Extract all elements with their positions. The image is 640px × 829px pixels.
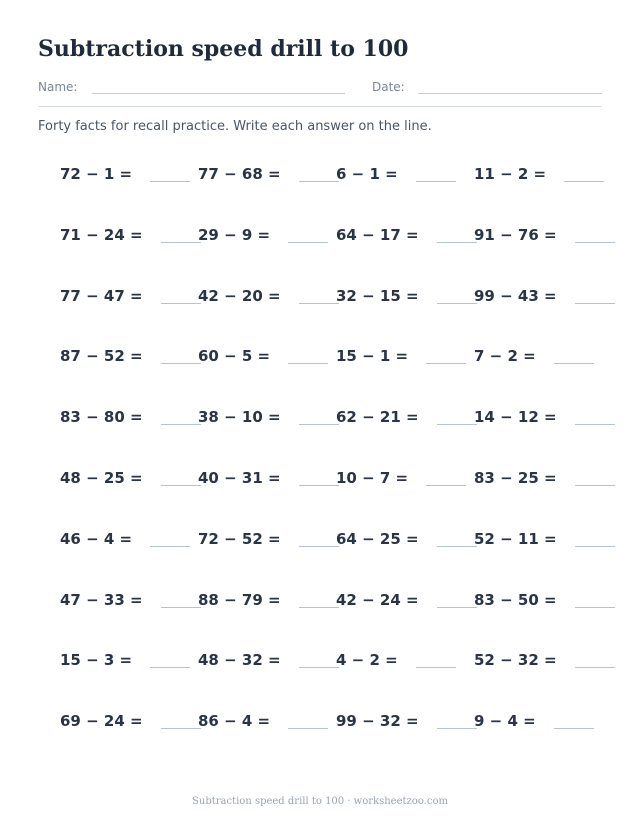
answer-line[interactable] — [437, 424, 477, 425]
problem-expression: 72 − 1 = — [60, 165, 133, 183]
answer-line[interactable] — [437, 303, 477, 304]
problem-expression: 42 − 20 = — [198, 286, 281, 305]
problem-expression: 52 − 32 = — [474, 651, 557, 670]
problem-expression: 46 − 4 = — [60, 529, 133, 548]
problem-expression: 71 − 24 = — [60, 225, 143, 244]
answer-line[interactable] — [554, 363, 594, 364]
problem-expression: 69 − 24 = — [60, 712, 143, 731]
problem-expression: 10 − 7 = — [336, 469, 409, 487]
answer-line[interactable] — [575, 303, 615, 304]
problem-expression: 77 − 47 = — [60, 286, 143, 305]
problem-expression: 4 − 2 = — [336, 651, 398, 670]
problem-expression: 14 − 12 = — [474, 408, 557, 427]
problem-expression: 9 − 4 = — [474, 712, 536, 731]
answer-line[interactable] — [416, 181, 456, 182]
problem-expression: 47 − 33 = — [60, 590, 143, 609]
answer-line[interactable] — [288, 728, 328, 729]
answer-line[interactable] — [437, 546, 477, 547]
answer-line[interactable] — [299, 303, 339, 304]
problem-expression: 48 − 25 = — [60, 469, 143, 487]
answer-line[interactable] — [161, 363, 201, 364]
answer-line[interactable] — [437, 607, 477, 608]
answer-line[interactable] — [575, 242, 615, 243]
problem-expression: 38 − 10 = — [198, 408, 281, 427]
problem-expression: 62 − 21 = — [336, 408, 419, 427]
answer-line[interactable] — [288, 363, 328, 364]
answer-line[interactable] — [416, 667, 456, 668]
answer-line[interactable] — [575, 607, 615, 608]
problem-expression: 15 − 1 = — [336, 347, 409, 366]
problem-expression: 7 − 2 = — [474, 347, 536, 366]
answer-line[interactable] — [437, 728, 477, 729]
problem-expression: 32 − 15 = — [336, 286, 419, 305]
answer-line[interactable] — [554, 728, 594, 729]
answer-line[interactable] — [575, 546, 615, 547]
problem-expression: 83 − 25 = — [474, 469, 557, 487]
answer-line[interactable] — [161, 303, 201, 304]
answer-line[interactable] — [426, 485, 466, 486]
answer-line[interactable] — [161, 424, 201, 425]
problem-expression: 40 − 31 = — [198, 469, 281, 487]
answer-line[interactable] — [575, 485, 615, 486]
problem-expression: 72 − 52 = — [198, 529, 281, 548]
answer-line[interactable] — [288, 242, 328, 243]
answer-line[interactable] — [299, 667, 339, 668]
problem-expression: 11 − 2 = — [474, 165, 547, 183]
answer-line[interactable] — [299, 485, 339, 486]
problem-expression: 42 − 24 = — [336, 590, 419, 609]
problem-expression: 87 − 52 = — [60, 347, 143, 366]
problem-expression: 83 − 50 = — [474, 590, 557, 609]
answer-line[interactable] — [299, 607, 339, 608]
problem-expression: 48 − 32 = — [198, 651, 281, 670]
answer-line[interactable] — [426, 363, 466, 364]
answer-line[interactable] — [161, 607, 201, 608]
problem-expression: 6 − 1 = — [336, 165, 398, 183]
problem-expression: 64 − 17 = — [336, 225, 419, 244]
problem-expression: 99 − 32 = — [336, 712, 419, 731]
answer-line[interactable] — [161, 242, 201, 243]
problem-expression: 91 − 76 = — [474, 225, 557, 244]
answer-line[interactable] — [150, 546, 190, 547]
answer-line[interactable] — [564, 181, 604, 182]
page-title: Subtraction speed drill to 100 — [38, 36, 409, 62]
problem-expression: 88 − 79 = — [198, 590, 281, 609]
answer-line[interactable] — [575, 667, 615, 668]
problem-expression: 52 − 11 = — [474, 529, 557, 548]
problem-expression: 99 − 43 = — [474, 286, 557, 305]
footer: Subtraction speed drill to 100 · worksheetzoo.com — [192, 796, 448, 807]
problem-expression: 77 − 68 = — [198, 165, 281, 183]
answer-line[interactable] — [299, 546, 339, 547]
answer-line[interactable] — [299, 424, 339, 425]
answer-line[interactable] — [299, 181, 339, 182]
instructions: Forty facts for recall practice. Write each answer on the line. — [38, 119, 432, 134]
name-label: Name: — [38, 80, 78, 94]
problem-expression: 86 − 4 = — [198, 712, 271, 731]
answer-line[interactable] — [150, 181, 190, 182]
problem-expression: 64 − 25 = — [336, 529, 419, 548]
problem-expression: 83 − 80 = — [60, 408, 143, 427]
problem-expression: 60 − 5 = — [198, 347, 271, 366]
answer-line[interactable] — [575, 424, 615, 425]
problem-expression: 29 − 9 = — [198, 225, 271, 244]
date-label: Date: — [372, 80, 405, 94]
answer-line[interactable] — [161, 728, 201, 729]
answer-line[interactable] — [150, 667, 190, 668]
answer-line[interactable] — [437, 242, 477, 243]
problem-expression: 15 − 3 = — [60, 651, 133, 670]
answer-line[interactable] — [161, 485, 201, 486]
